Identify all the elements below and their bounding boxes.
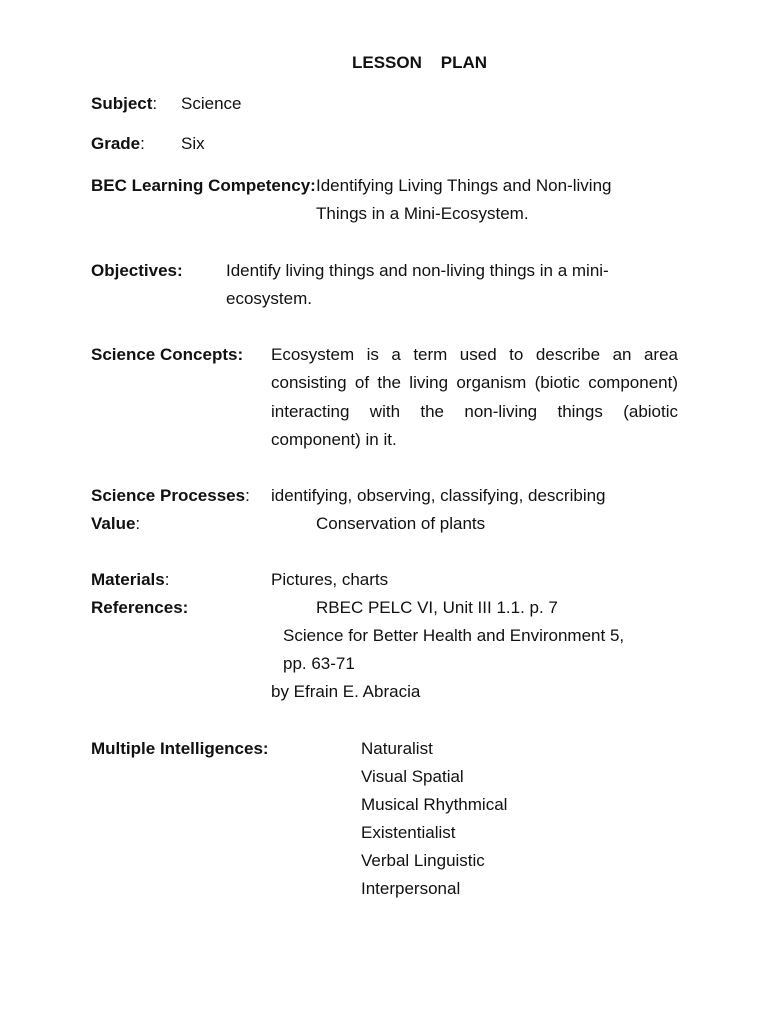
grade-row [91, 130, 145, 158]
intelligence-item: Visual Spatial [361, 767, 464, 786]
intelligence-item: Verbal Linguistic [361, 851, 485, 870]
subject-value: Science [181, 94, 242, 113]
competency-line-2: Things in a Mini-Ecosystem. [316, 204, 529, 223]
intelligence-item: Musical Rhythmical [361, 795, 508, 814]
intelligence-item: Naturalist [361, 739, 433, 758]
grade-label: Grade [91, 134, 141, 153]
references-line-1: RBEC PELC VI, Unit III 1.1. p. 7 [316, 598, 558, 617]
objectives-label: Objectives: [91, 261, 183, 280]
materials-value: Pictures, charts [271, 570, 389, 589]
grade-colon: : [140, 134, 145, 153]
intelligence-item: Existentialist [361, 823, 456, 842]
value-value: Conservation of plants [316, 514, 486, 533]
competency-line-1: Identifying Living Things and Non-living [316, 176, 612, 195]
science-concepts-text: Ecosystem is a term used to describe an area consisting of the living organism (biotic component) interacting with the non-living things (abiotic component) in it. [271, 345, 678, 449]
science-processes-label: Science Processes [91, 486, 246, 505]
subject-label: Subject [91, 94, 153, 113]
science-processes-colon: : [245, 486, 250, 505]
objectives-line-2: ecosystem. [226, 289, 312, 308]
subject-row [91, 90, 157, 118]
intelligence-item: Interpersonal [361, 879, 461, 898]
references-line-4: by Efrain E. Abracia [271, 682, 421, 701]
grade-value: Six [181, 134, 205, 153]
references-line-2: Science for Better Health and Environment 5, [283, 626, 625, 645]
value-label: Value [91, 514, 136, 533]
value-colon: : [135, 514, 141, 533]
materials-row [91, 566, 169, 594]
materials-label: Materials [91, 570, 165, 589]
references-label: References: [91, 598, 189, 617]
science-processes-row [91, 482, 250, 510]
page-title: LESSON PLAN [352, 53, 488, 72]
references-line-3: pp. 63-71 [283, 654, 355, 673]
competency-label: BEC Learning Competency: [91, 176, 316, 195]
objectives-line-1: Identify living things and non-living things in a mini- [226, 261, 609, 280]
multiple-intelligences-label: Multiple Intelligences: [91, 739, 269, 758]
materials-colon: : [164, 570, 170, 589]
science-concepts-label: Science Concepts: [91, 345, 244, 364]
subject-colon: : [152, 94, 158, 113]
value-row [91, 510, 140, 538]
science-processes-value: identifying, observing, classifying, describing [271, 486, 606, 505]
